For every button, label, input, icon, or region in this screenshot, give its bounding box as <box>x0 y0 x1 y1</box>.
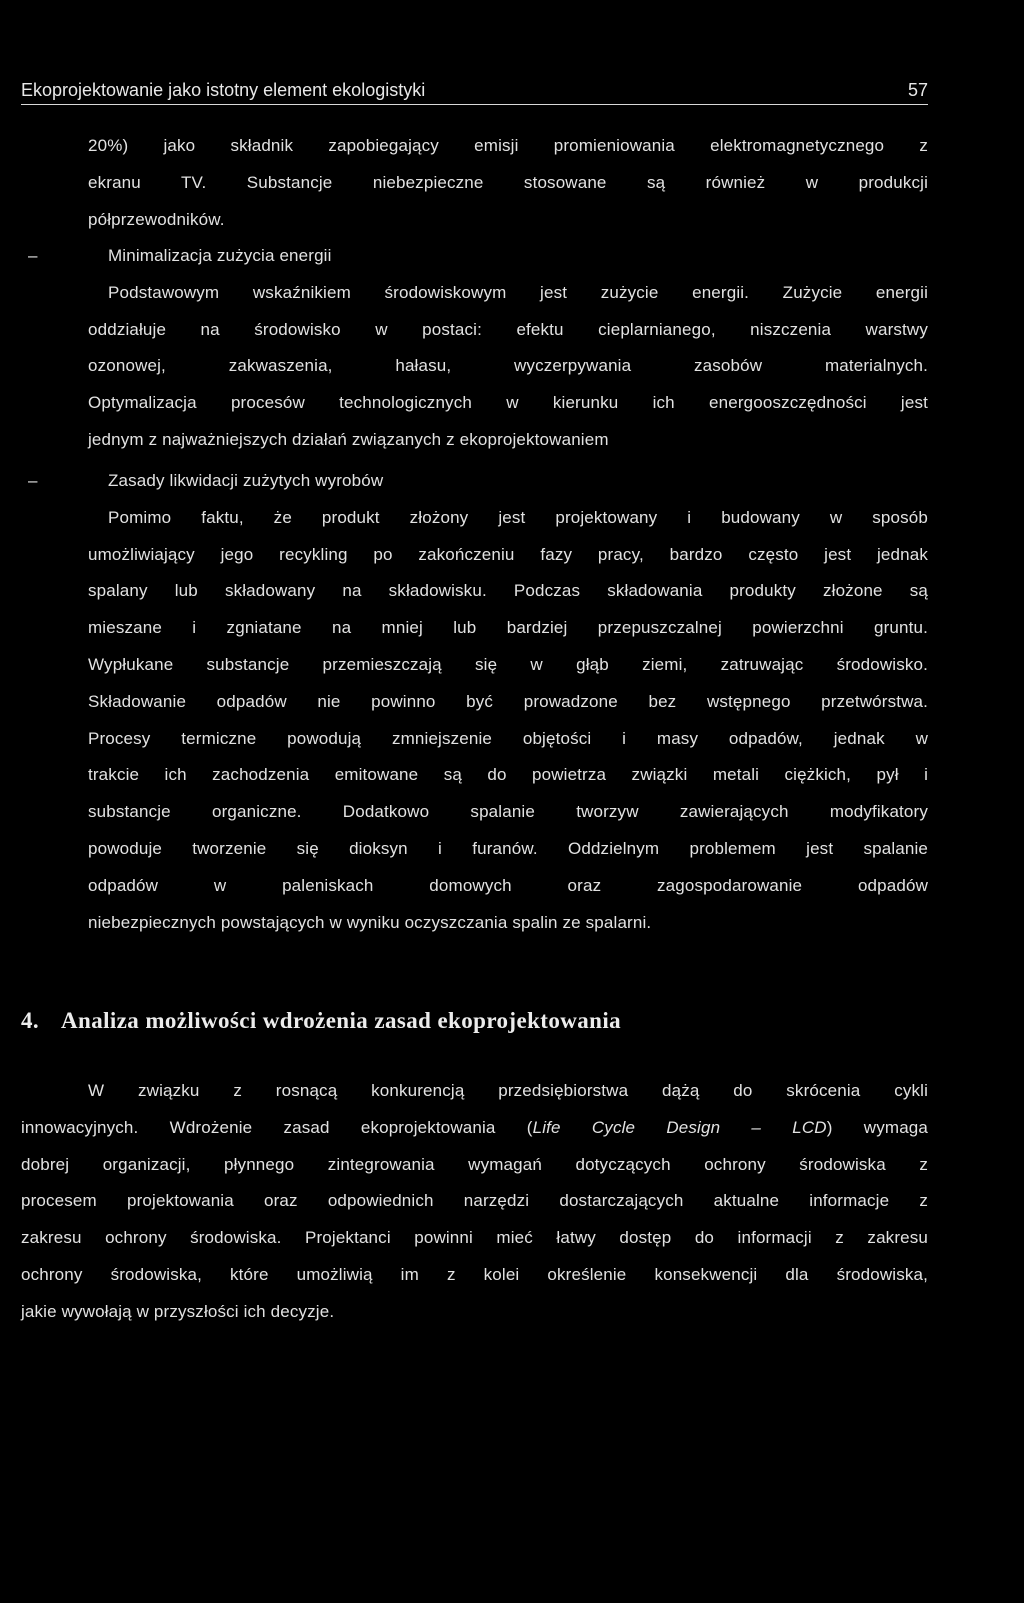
section-number: 4. <box>21 1008 40 1033</box>
list-item-disposal <box>21 463 928 941</box>
text-line: półprzewodników. <box>88 209 225 229</box>
list-item-energy <box>21 238 928 459</box>
running-header <box>21 78 928 105</box>
text-line: 20%) jako składnik zapobiegający emisji promieniowania elektromagnetycznego z <box>88 136 928 155</box>
text-line: niebezpiecznych powstających w wyniku oczyszczania spalin ze spalarni. <box>88 912 652 932</box>
text-line: mieszane i zgniatane na mniej lub bardziej przepuszczalnej powierzchni gruntu. <box>88 618 928 638</box>
text-line: ozonowej, zakwaszenia, hałasu, wyczerpywania zasobów materialnych. <box>88 356 928 376</box>
paragraph-continuation <box>21 128 928 238</box>
text-line: ochrony środowiska, które umożliwią im z kolei określenie konsekwencji dla środowiska, <box>21 1264 928 1284</box>
text-line: spalany lub składowany na składowisku. Podczas składowania produkty złożone są <box>88 581 928 601</box>
section-title: Analiza możliwości wdrożenia zasad ekoprojektowania <box>61 1008 622 1033</box>
text-line: powoduje tworzenie się dioksyn i furanów. Oddzielnym problemem jest spalanie <box>88 838 928 858</box>
text-line: Pomimo faktu, że produkt złożony jest projektowany i budowany w sposób <box>108 507 928 527</box>
text-line: Składowanie odpadów nie powinno być prowadzone bez wstępnego przetwórstwa. <box>88 691 928 711</box>
text-line: Procesy termiczne powodują zmniejszenie objętości i masy odpadów, jednak w <box>88 728 928 748</box>
page-number: 57 <box>907 80 928 100</box>
text-segment: innowacyjnych. Wdrożenie zasad ekoprojektowania ( <box>21 1117 533 1137</box>
text-line: Optymalizacja procesów technologicznych w kierunku ich energooszczędności jest <box>88 393 928 413</box>
section-paragraph <box>21 1073 928 1331</box>
text-line: jednym z najważniejszych działań związanych z ekoprojektowaniem <box>88 429 609 449</box>
list-item-title-text: Zasady likwidacji zużytych wyrobów <box>108 471 384 490</box>
text-line: substancje organiczne. Dodatkowo spalanie tworzyw zawierających modyfikatory <box>88 802 928 822</box>
list-item-title <box>21 463 928 500</box>
dash-bullet: – <box>28 246 38 265</box>
list-item-title <box>21 238 928 275</box>
text-line-with-italic <box>21 1110 928 1147</box>
text-line: Podstawowym wskaźnikiem środowiskowym jest zużycie energii. Zużycie energii <box>108 282 928 302</box>
text-line: trakcie ich zachodzenia emitowane są do powietrza związki metali ciężkich, pył i <box>88 765 928 785</box>
text-segment: ) wymaga <box>826 1117 929 1137</box>
italic-term: Life Cycle Design – LCD <box>532 1117 827 1137</box>
list-item-title-text: Minimalizacja zużycia energii <box>108 246 332 265</box>
text-line: umożliwiający jego recykling po zakończeniu fazy pracy, bardzo często jest jednak <box>88 544 928 564</box>
text-line: procesem projektowania oraz odpowiednich narzędzi dostarczających aktualne informacje z <box>21 1191 928 1211</box>
text-line: ekranu TV. Substancje niebezpieczne stosowane są również w produkcji <box>88 172 928 192</box>
text-line: Wypłukane substancje przemieszczają się w głąb ziemi, zatruwając środowisko. <box>88 654 928 674</box>
text-line: zakresu ochrony środowiska. Projektanci powinni mieć łatwy dostęp do informacji z zakresu <box>21 1228 928 1248</box>
text-line: W związku z rosnącą konkurencją przedsiębiorstwa dążą do skrócenia cykli <box>88 1081 928 1100</box>
dash-bullet: – <box>28 471 38 490</box>
text-line: dobrej organizacji, płynnego zintegrowania wymagań dotyczących ochrony środowiska z <box>21 1154 928 1174</box>
text-line: jakie wywołają w przyszłości ich decyzje. <box>21 1301 335 1321</box>
text-line: odpadów w paleniskach domowych oraz zagospodarowanie odpadów <box>88 875 928 895</box>
section-heading <box>21 1008 928 1034</box>
text-line: oddziałuje na środowisko w postaci: efektu cieplarnianego, niszczenia warstwy <box>88 319 928 339</box>
running-title: Ekoprojektowanie jako istotny element ekologistyki <box>21 80 426 100</box>
